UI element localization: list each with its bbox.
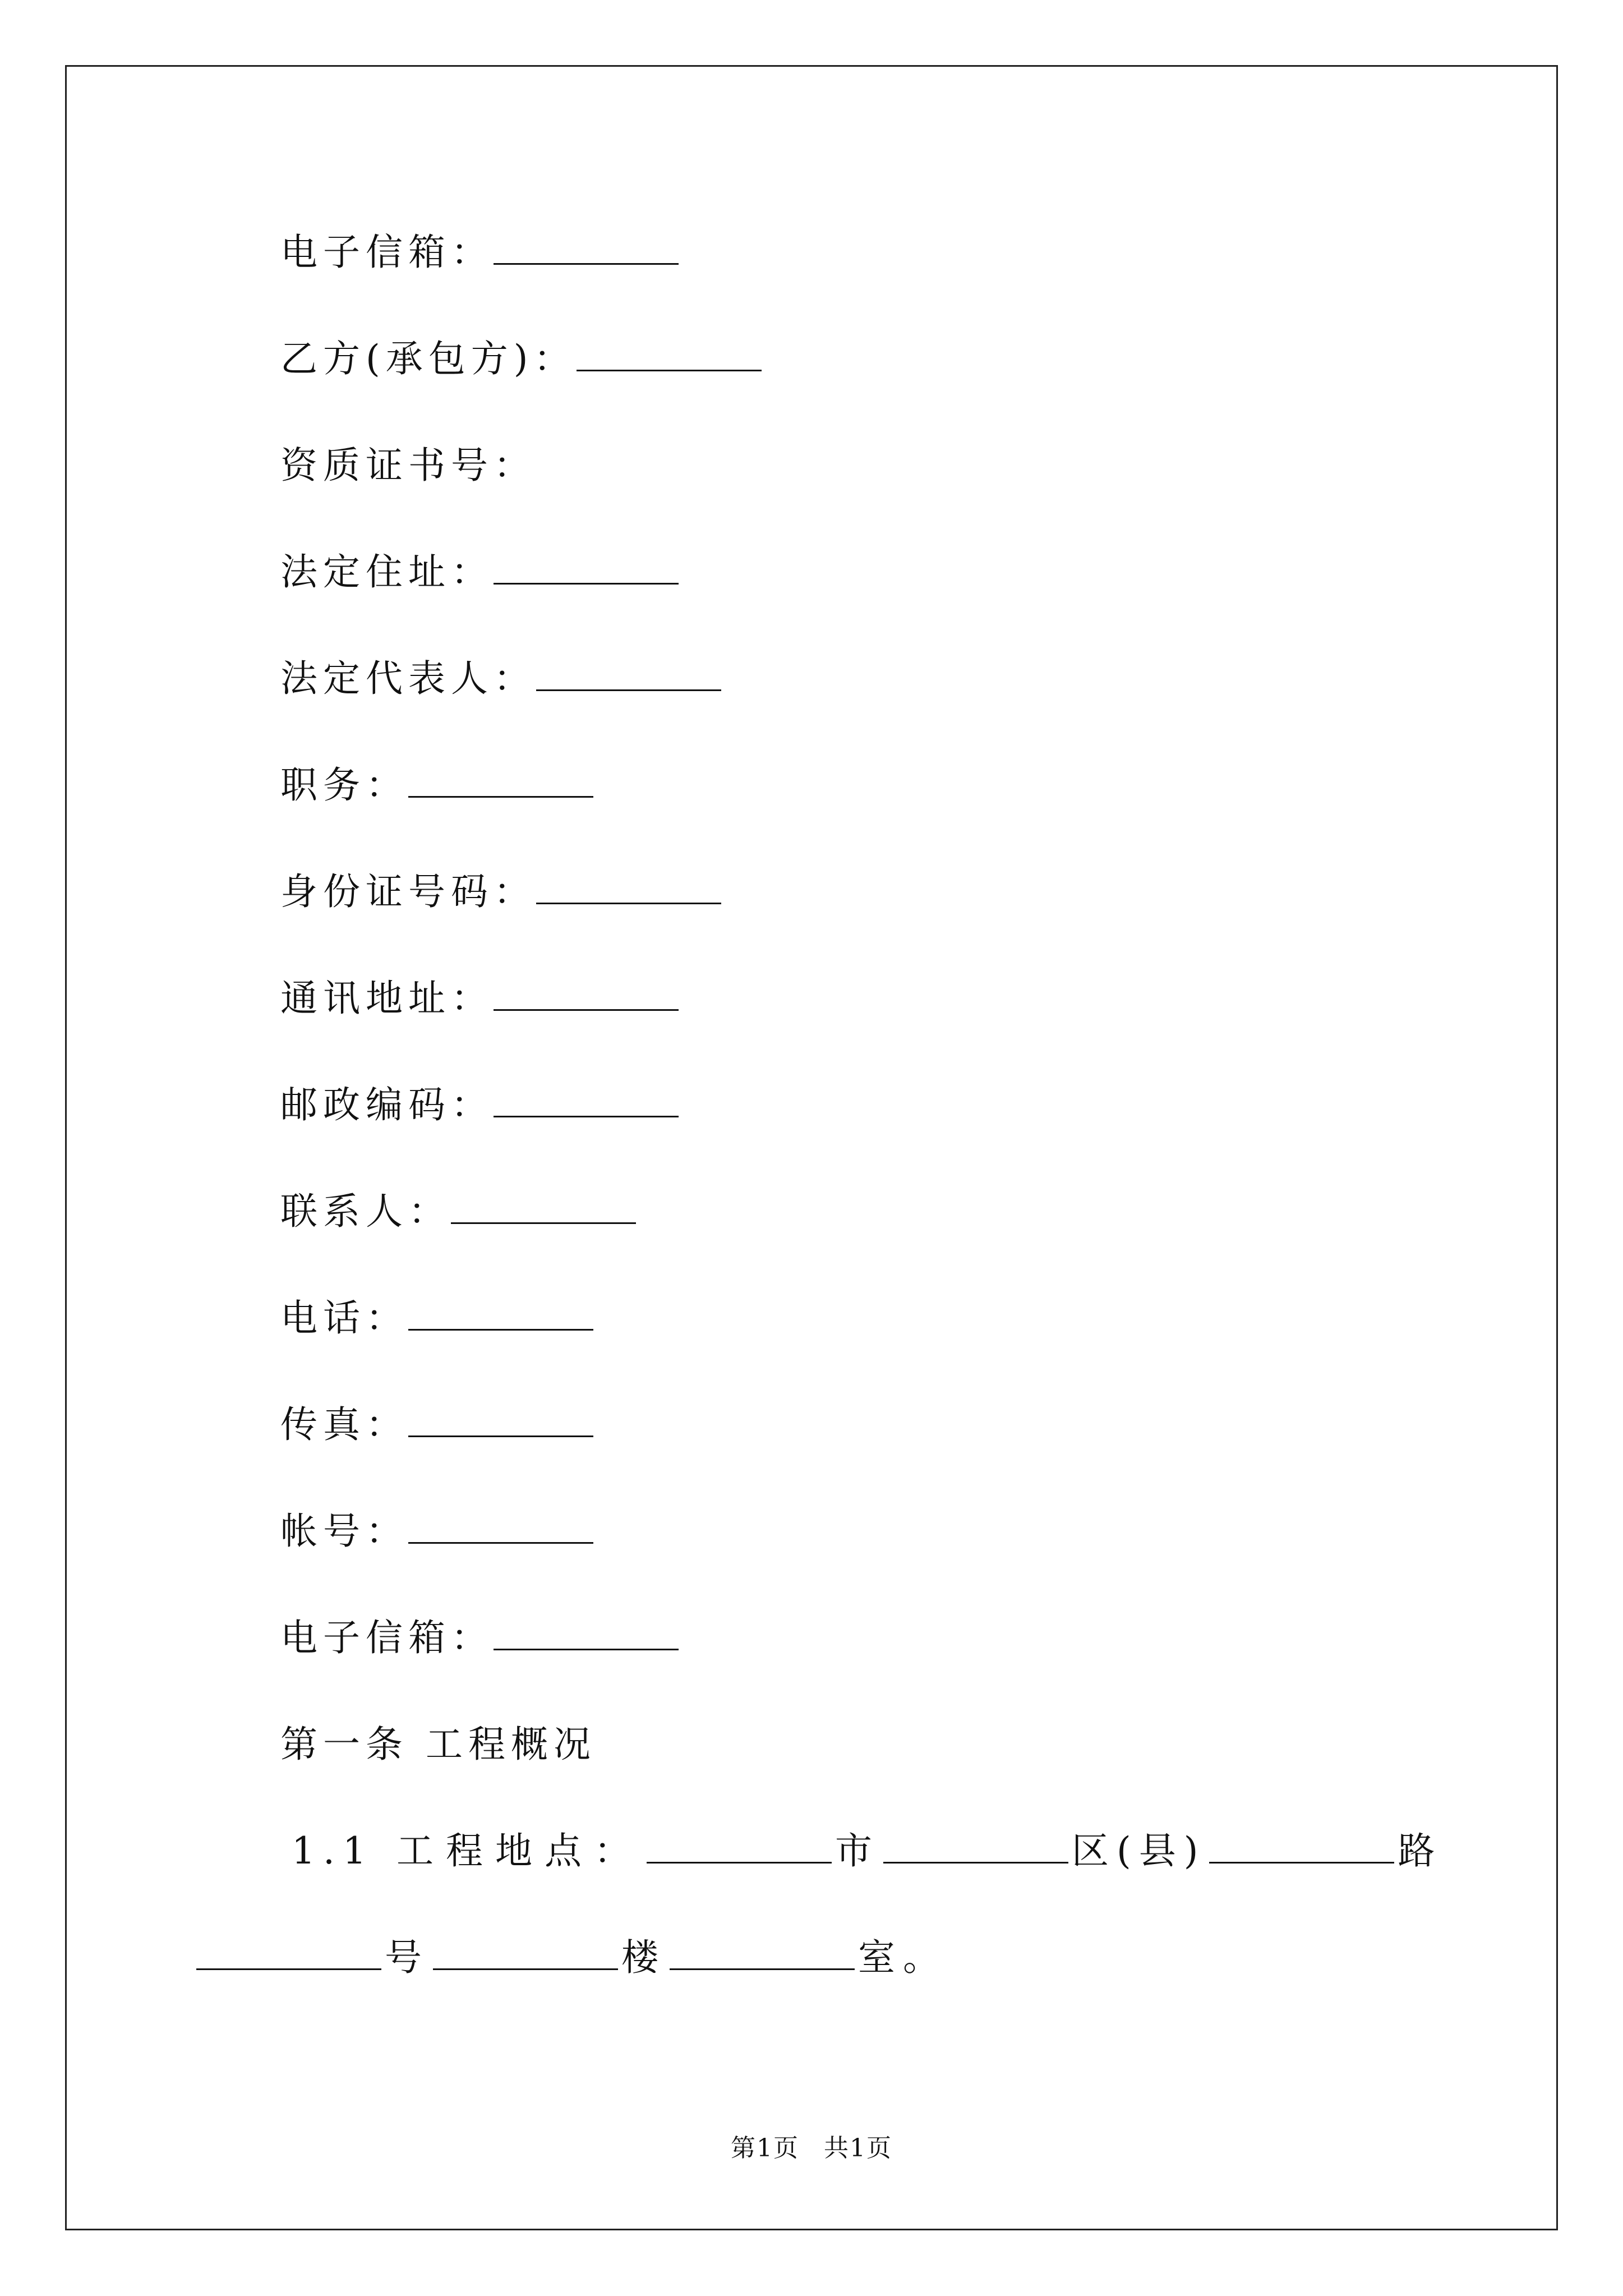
field-label: 通讯地址： — [280, 977, 494, 1020]
page-border — [65, 65, 1558, 2230]
field-contact-person — [280, 1186, 639, 1237]
field-account — [280, 1506, 597, 1557]
field-legal-address — [280, 547, 682, 597]
fill-blank[interactable] — [494, 976, 679, 1011]
field-label: 传真： — [280, 1403, 408, 1446]
field-label: 帐号： — [280, 1510, 408, 1553]
site-location-line-2 — [196, 1932, 948, 1983]
building-blank[interactable] — [433, 1935, 618, 1970]
number-blank[interactable] — [196, 1935, 381, 1970]
room-unit: 室。 — [858, 1936, 948, 1979]
field-label: 电子信箱： — [280, 1616, 494, 1659]
field-email-a — [280, 227, 682, 278]
page-footer — [0, 2132, 1623, 2165]
room-blank[interactable] — [670, 1935, 855, 1970]
field-label: 乙方(承包方)： — [280, 337, 577, 380]
fill-blank[interactable] — [536, 656, 721, 691]
field-fax — [280, 1400, 597, 1450]
article-heading — [280, 1719, 596, 1770]
road-blank[interactable] — [1209, 1828, 1394, 1864]
field-qualification-no — [280, 440, 536, 491]
fill-blank[interactable] — [494, 549, 679, 585]
field-id-number — [280, 867, 725, 917]
fill-blank[interactable] — [451, 1189, 636, 1224]
field-label: 邮政编码： — [280, 1083, 494, 1126]
road-unit: 路 — [1398, 1829, 1443, 1872]
fill-blank[interactable] — [577, 336, 762, 371]
field-label: 身份证号码： — [280, 870, 536, 913]
fill-blank[interactable] — [494, 229, 679, 265]
field-label: 电子信箱： — [280, 231, 494, 274]
field-email-b — [280, 1613, 682, 1663]
fill-blank[interactable] — [408, 1295, 593, 1331]
fill-blank[interactable] — [408, 1508, 593, 1544]
page-total: 共1页 — [824, 2134, 892, 2162]
field-party-b — [280, 334, 765, 384]
field-label: 资质证书号： — [280, 444, 536, 487]
fill-blank[interactable] — [408, 762, 593, 798]
city-unit: 市 — [834, 1829, 880, 1872]
fill-blank[interactable] — [494, 1082, 679, 1117]
fill-blank[interactable] — [536, 869, 721, 904]
field-mailing-address — [280, 973, 682, 1024]
district-unit: 区(县) — [1071, 1829, 1206, 1872]
fill-blank[interactable] — [494, 1615, 679, 1650]
field-legal-representative — [280, 654, 725, 704]
city-blank[interactable] — [647, 1828, 832, 1864]
field-phone — [280, 1293, 597, 1343]
field-label: 职务： — [280, 763, 408, 807]
item-label: 工程地点： — [396, 1829, 643, 1872]
item-number: 1.1 — [292, 1829, 374, 1872]
site-location-line-1 — [292, 1826, 1442, 1876]
page-current: 第1页 — [731, 2134, 799, 2162]
field-label: 电话： — [280, 1296, 408, 1340]
fill-blank[interactable] — [408, 1402, 593, 1437]
field-position — [280, 760, 597, 811]
field-label: 法定住址： — [280, 550, 494, 593]
number-unit: 号 — [385, 1936, 430, 1979]
article-title: 第一条 工程概况 — [280, 1723, 596, 1766]
field-postal-code — [280, 1080, 682, 1130]
field-label: 联系人： — [280, 1190, 451, 1233]
building-unit: 楼 — [621, 1936, 666, 1979]
district-blank[interactable] — [883, 1828, 1068, 1864]
field-label: 法定代表人： — [280, 657, 536, 700]
